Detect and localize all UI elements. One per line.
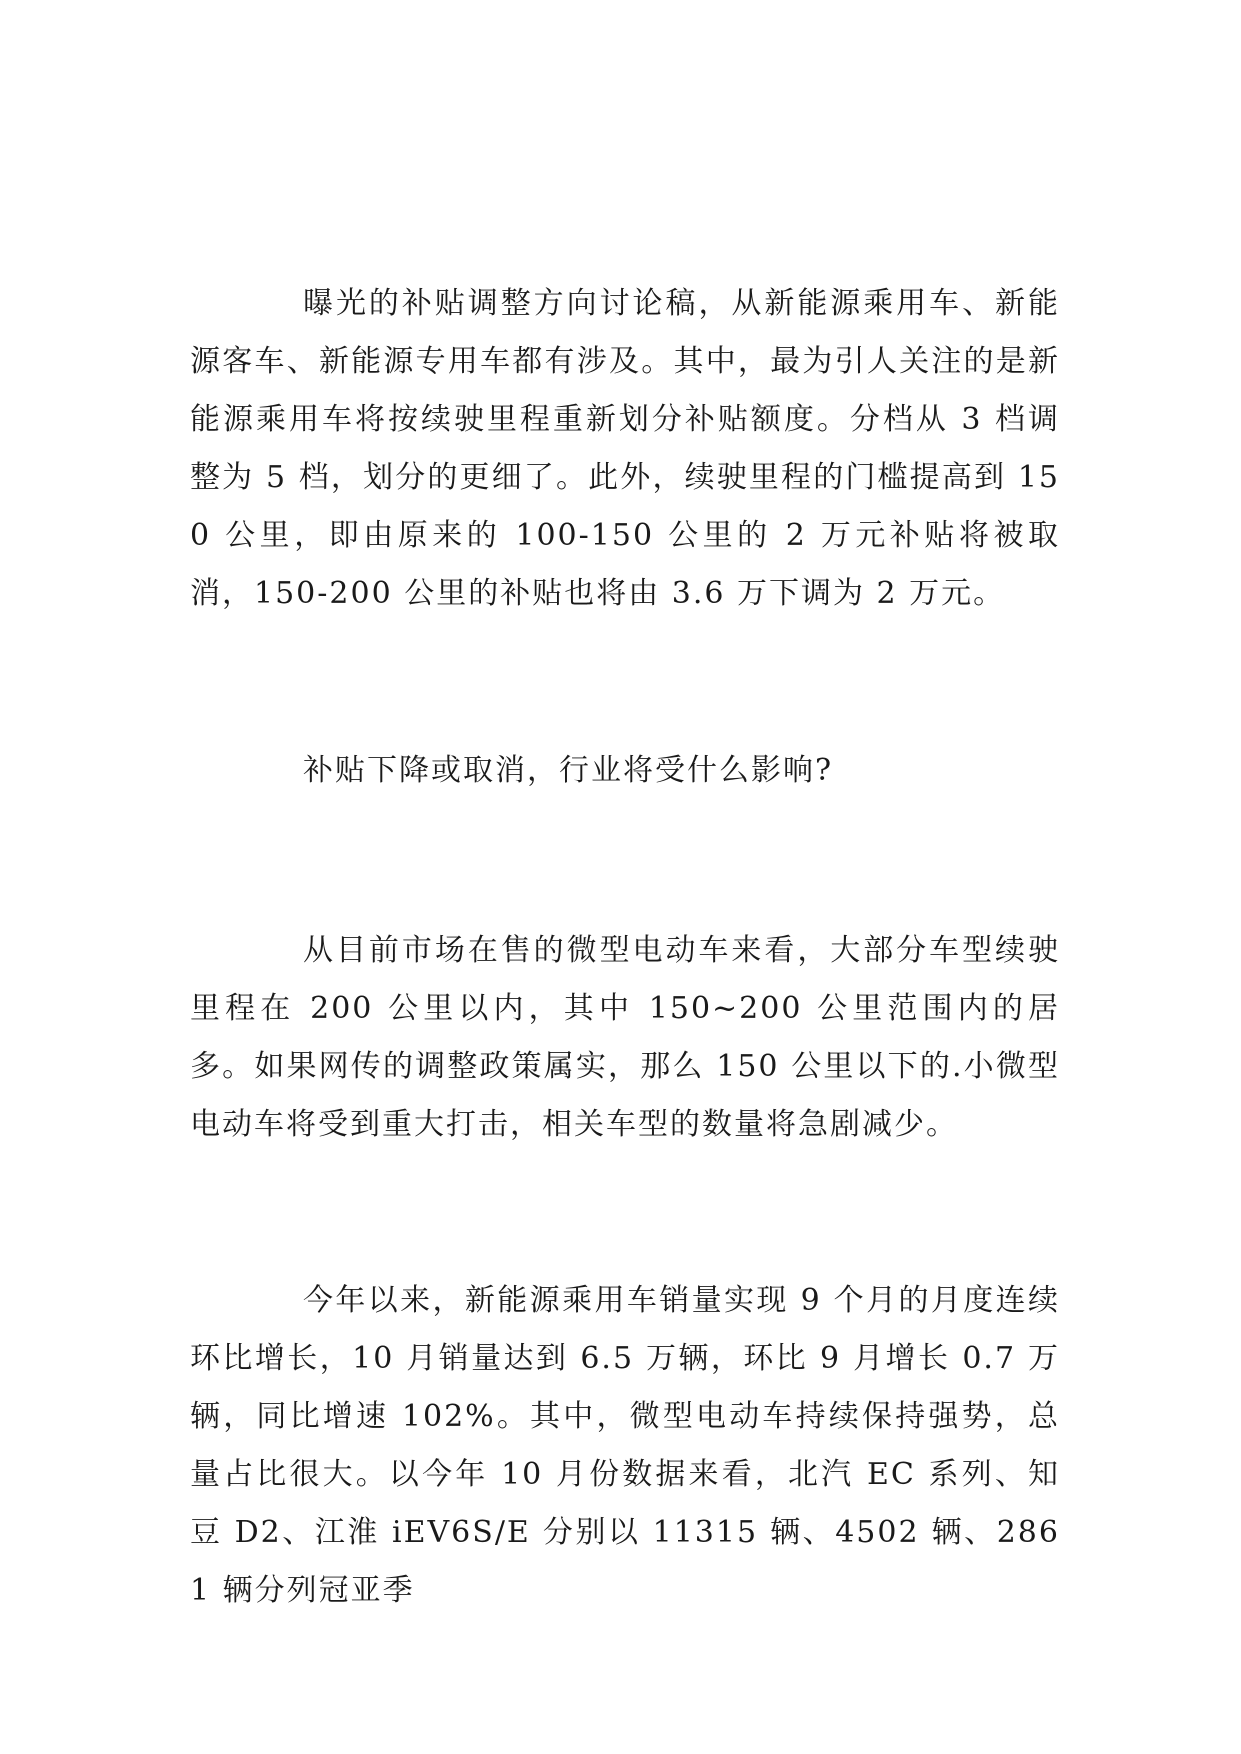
paragraph-subsidy-draft: 曝光的补贴调整方向讨论稿，从新能源乘用车、新能源客车、新能源专用车都有涉及。其中，最为引人关注的是新能源乘用车将按续驶里程重新划分补贴额度。分档从 3 档调整为 5 档，划分的更细了。此外，续驶里程的门槛提高到 150 公里，即由原来的 100-150 公里的 2 万元补贴将被取消，150-200 公里的补贴也将由 3.6 万下调为 2 万元。 — [190, 286, 1060, 611]
paragraph-impact-question: 补贴下降或取消，行业将受什么影响? — [303, 753, 834, 788]
paragraph-sales-data: 今年以来，新能源乘用车销量实现 9 个月的月度连续环比增长，10 月销量达到 6.5 万辆，环比 9 月增长 0.7 万辆，同比增速 102%。其中，微型电动车持续保持强势，总量占比很大。以今年 10 月份数据来看，北汽 EC 系列、知豆 D2、江淮 iEV6S/E 分别以 11315 辆、4502 辆、2861 辆分列冠亚季 — [190, 1283, 1060, 1608]
paragraph-micro-ev-market: 从目前市场在售的微型电动车来看，大部分车型续驶里程在 200 公里以内，其中 150~200 公里范围内的居多。如果网传的调整政策属实，那么 150 公里以下的.小微型电动车将受到重大打击，相关车型的数量将急剧减少。 — [190, 933, 1060, 1142]
